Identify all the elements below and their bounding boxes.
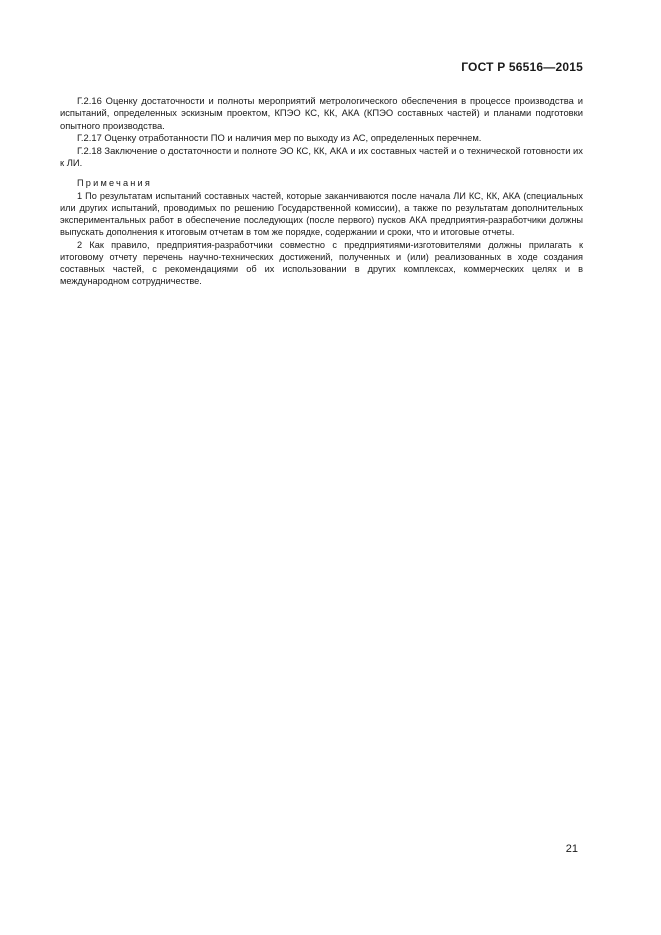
paragraph-g-2-17: Г.2.17 Оценку отработанности ПО и наличия мер по выходу из АС, определенных перечнем.	[77, 132, 482, 144]
page-number: 21	[565, 843, 578, 855]
note-1: 1 По результатам испытаний составных частей, которые заканчиваются после начала ЛИ КС, КК, АКА (специальных или других испытаний, проводимых по решению Государственной комиссии), а также по результатам дополнительных экспериментальных работ в обеспечение последующих (после первого) пусков АКА предприятия-разработчики должны выпускать дополнения к итоговым отчетам в том же порядке, содержании и сроки, что и итоговые отчеты.	[60, 190, 583, 238]
standard-designation: ГОСТ Р 56516—2015	[461, 60, 583, 74]
paragraph-g-2-18: Г.2.18 Заключение о достаточности и полноте ЭО КС, КК, АКА и их составных частей и о технической готовности их к ЛИ.	[60, 144, 583, 169]
page-content	[60, 95, 583, 287]
note-2: 2 Как правило, предприятия-разработчики совместно с предприятиями-изготовителями должны прилагать к итоговому отчету перечень научно-технических достижений, полученных и (или) реализованных в ходе создания составных частей, с рекомендациями об их использовании в других комплексах, коммерческих целях и в международном сотрудничестве.	[60, 239, 583, 287]
notes-title: Примечания	[77, 178, 153, 189]
paragraph-g-2-16: Г.2.16 Оценку достаточности и полноты мероприятий метрологического обеспечения в процессе производства и испытаний, определенных эскизным проектом, КПЭО КС, КК, АКА (КПЭО составных частей) и планами подготовки опытного производства.	[60, 95, 583, 131]
